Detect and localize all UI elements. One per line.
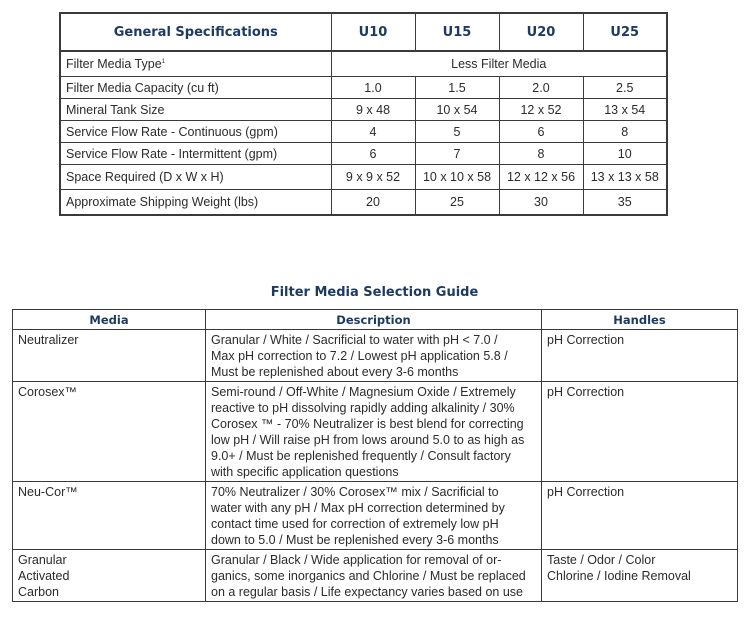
description-line: contact time used for correction of extremely low pH — [211, 517, 499, 531]
handles-column-header: Handles — [542, 310, 738, 330]
model-header: U20 — [499, 13, 583, 51]
guide-row — [13, 330, 738, 382]
description-line: on a regular basis / Life expectancy varies based on use — [211, 585, 523, 599]
spec-label: Filter Media Capacity (cu ft) — [60, 77, 331, 99]
media-line: Carbon — [18, 585, 59, 599]
spec-value: 8 — [583, 121, 667, 143]
media-line: Neutralizer — [18, 333, 79, 347]
spec-value: 6 — [331, 143, 415, 165]
description-line: 9.0+ / Must be replenished frequently / Consult factory — [211, 449, 511, 463]
spec-value: 8 — [499, 143, 583, 165]
handles-line: Taste / Odor / Color — [547, 553, 656, 567]
guide-row — [13, 382, 738, 482]
spec-value: 9 x 9 x 52 — [331, 165, 415, 190]
spec-value: 2.0 — [499, 77, 583, 99]
spec-value: 30 — [499, 190, 583, 216]
spec-value: 1.0 — [331, 77, 415, 99]
spec-value: 10 — [583, 143, 667, 165]
guide-title: Filter Media Selection Guide — [270, 285, 479, 300]
media-cell — [13, 482, 206, 550]
guide-header-row — [13, 310, 738, 330]
spec-row — [60, 190, 667, 216]
description-line: water with any pH / Max pH correction determined by — [211, 501, 505, 515]
specs-header-title: General Specifications — [60, 13, 331, 51]
description-line: Semi-round / Off-White / Magnesium Oxide / Extremely — [211, 385, 516, 399]
description-column-header: Description — [206, 310, 542, 330]
media-line: Granular — [18, 553, 67, 567]
spec-row-media-type — [60, 51, 667, 77]
spec-label-text: Filter Media Type — [66, 57, 162, 71]
spec-value-merged: Less Filter Media — [331, 51, 667, 77]
handles-line: pH Correction — [547, 333, 625, 347]
description-line: Corosex ™ - 70% Neutralizer is best blend for correcting — [211, 417, 524, 431]
description-line: 70% Neutralizer / 30% Corosex™ mix / Sacrificial to — [211, 485, 499, 499]
spec-value: 5 — [415, 121, 499, 143]
spec-value: 13 x 54 — [583, 99, 667, 121]
guide-body — [13, 330, 738, 602]
spec-value: 7 — [415, 143, 499, 165]
model-header: U10 — [331, 13, 415, 51]
guide-row — [13, 482, 738, 550]
spec-row — [60, 99, 667, 121]
description-line: Must be replenished about every 3-6 months — [211, 365, 459, 379]
media-cell — [13, 382, 206, 482]
model-header: U25 — [583, 13, 667, 51]
handles-cell — [542, 330, 738, 382]
description-line: low pH / Will raise pH from lows around 5.0 to as high as — [211, 433, 525, 447]
handles-cell — [542, 550, 738, 602]
spec-label: Service Flow Rate - Continuous (gpm) — [60, 121, 331, 143]
media-line: Neu-Cor™ — [18, 485, 78, 499]
spec-value: 10 x 10 x 58 — [415, 165, 499, 190]
guide-row — [13, 550, 738, 602]
description-line: with specific application questions — [211, 465, 399, 479]
model-header: U15 — [415, 13, 499, 51]
media-cell — [13, 550, 206, 602]
media-cell — [13, 330, 206, 382]
footnote-marker: 1 — [161, 59, 165, 65]
spec-row — [60, 165, 667, 190]
media-column-header: Media — [13, 310, 206, 330]
spec-value: 9 x 48 — [331, 99, 415, 121]
general-specifications-table — [59, 12, 668, 216]
spec-value: 12 x 52 — [499, 99, 583, 121]
description-cell — [206, 550, 542, 602]
spec-value: 2.5 — [583, 77, 667, 99]
spec-label: Service Flow Rate - Intermittent (gpm) — [60, 143, 331, 165]
spec-row — [60, 77, 667, 99]
spec-label: Space Required (D x W x H) — [60, 165, 331, 190]
spec-value: 6 — [499, 121, 583, 143]
description-cell — [206, 330, 542, 382]
handles-cell — [542, 382, 738, 482]
media-selection-guide-table — [12, 309, 738, 602]
spec-value: 12 x 12 x 56 — [499, 165, 583, 190]
description-line: ganics, some inorganics and Chlorine / Must be replaced — [211, 569, 526, 583]
spec-label: Mineral Tank Size — [60, 99, 331, 121]
handles-line: pH Correction — [547, 385, 625, 399]
spec-value: 10 x 54 — [415, 99, 499, 121]
spec-row — [60, 121, 667, 143]
description-line: reactive to pH dissolving rapidly adding alkalinity / 30% — [211, 401, 515, 415]
description-cell — [206, 482, 542, 550]
media-line: Corosex™ — [18, 385, 78, 399]
spec-label — [60, 51, 331, 77]
spec-label: Approximate Shipping Weight (lbs) — [60, 190, 331, 216]
spec-value: 20 — [331, 190, 415, 216]
spec-value: 25 — [415, 190, 499, 216]
description-cell — [206, 382, 542, 482]
spec-value: 35 — [583, 190, 667, 216]
description-line: Granular / White / Sacrificial to water with pH < 7.0 / — [211, 333, 498, 347]
handles-cell — [542, 482, 738, 550]
description-line: Granular / Black / Wide application for removal of or- — [211, 553, 502, 567]
description-line: down to 5.0 / Must be replenished every 3-6 months — [211, 533, 499, 547]
spec-value: 13 x 13 x 58 — [583, 165, 667, 190]
specs-header-row — [60, 13, 667, 51]
spec-value: 1.5 — [415, 77, 499, 99]
spec-row — [60, 143, 667, 165]
media-line: Activated — [18, 569, 70, 583]
handles-line: Chlorine / Iodine Removal — [547, 569, 691, 583]
spec-value: 4 — [331, 121, 415, 143]
handles-line: pH Correction — [547, 485, 625, 499]
description-line: Max pH correction to 7.2 / Lowest pH application 5.8 / — [211, 349, 508, 363]
